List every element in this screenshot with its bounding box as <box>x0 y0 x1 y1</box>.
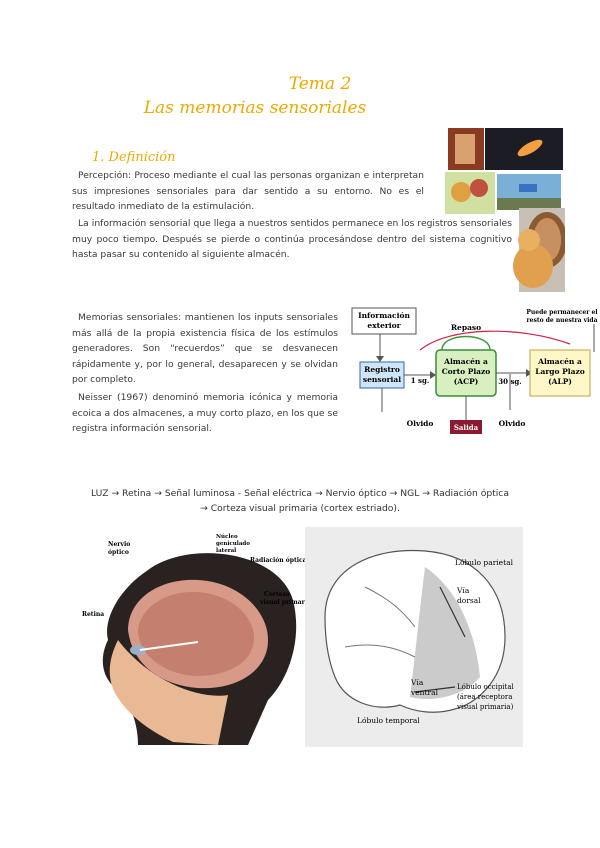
head-illustration <box>78 530 308 745</box>
svg-text:visual primari: visual primari <box>260 599 308 606</box>
svg-text:Registro: Registro <box>364 365 400 374</box>
svg-text:Vía: Vía <box>411 678 424 687</box>
svg-text:resto de nuestra vida: resto de nuestra vida <box>526 317 598 324</box>
svg-text:Retina: Retina <box>82 611 105 618</box>
svg-text:óptico: óptico <box>108 549 129 556</box>
svg-text:visual primaria): visual primaria) <box>457 703 514 711</box>
svg-text:(ACP): (ACP) <box>453 377 479 386</box>
svg-text:Información: Información <box>358 311 410 320</box>
repaso-loop <box>442 337 490 351</box>
photo-collage <box>445 128 565 293</box>
svg-text:Lóbulo temporal: Lóbulo temporal <box>357 716 420 725</box>
svg-text:(área receptora: (área receptora <box>457 693 513 701</box>
svg-text:exterior: exterior <box>367 321 401 330</box>
pathway-line-1: LUZ → Retina → Señal luminosa - Señal eléctrica → Nervio óptico → NGL → Radiación óptica <box>91 488 509 499</box>
section-heading: 1. Definición <box>92 150 176 165</box>
svg-text:Lóbulo parietal: Lóbulo parietal <box>455 558 514 567</box>
svg-text:ventral: ventral <box>411 688 438 697</box>
svg-text:Núcleo: Núcleo <box>216 534 238 540</box>
svg-text:Corto Plazo: Corto Plazo <box>441 367 491 376</box>
svg-text:geniculado: geniculado <box>216 541 250 547</box>
svg-text:(ALP): (ALP) <box>548 377 572 386</box>
paragraph-neisser: Neisser (1967) denominó memoria icónica y memoria ecoica a dos almacenes, a muy corto plazo, en los que se registra información sensorial. <box>72 392 338 434</box>
title-line-2: Las memorias sensoriales <box>143 98 367 118</box>
svg-text:Corteza: Corteza <box>264 591 290 598</box>
svg-text:Nervio: Nervio <box>108 541 131 548</box>
visual-pathway-text <box>60 486 540 516</box>
svg-text:Salida: Salida <box>453 423 479 432</box>
title-line-1: Tema 2 <box>288 74 352 94</box>
svg-text:lateral: lateral <box>216 548 237 554</box>
svg-text:Almacén a: Almacén a <box>538 357 582 366</box>
svg-text:sensorial: sensorial <box>362 375 402 384</box>
paragraph-percepcion: Percepción: Proceso mediante el cual las personas organizan e interpretan sus impresiones sensoriales para dar sentido a su entorno. No es el resultado inmediato de la estimulación. <box>72 170 424 212</box>
paragraph-memorias: Memorias sensoriales: mantienen los inputs sensoriales más allá de la propia existencia física de los estímulos generadores. Son “recuerdos” que se desvanecen rápidamente y, por lo general, desaparecen y se olvidan por completo. <box>72 312 338 385</box>
svg-text:30 sg.: 30 sg. <box>498 377 522 386</box>
svg-text:Almacén a: Almacén a <box>444 357 488 366</box>
memory-model-diagram <box>350 304 600 440</box>
pathway-line-2: → Corteza visual primaria (cortex estriado). <box>200 503 400 514</box>
svg-text:Vía: Vía <box>457 586 470 595</box>
svg-text:Puede permanecer el: Puede permanecer el <box>526 309 598 316</box>
svg-text:Olvido: Olvido <box>498 419 526 428</box>
svg-text:Olvido: Olvido <box>406 419 434 428</box>
svg-text:1 sg.: 1 sg. <box>410 376 430 385</box>
brain-pathways-drawing <box>305 527 523 747</box>
svg-text:Lóbulo occipital: Lóbulo occipital <box>457 683 514 691</box>
svg-text:dorsal: dorsal <box>457 596 481 605</box>
svg-text:Repaso: Repaso <box>450 323 482 332</box>
svg-text:Radiación óptica: Radiación óptica <box>250 557 307 564</box>
paragraph-informacion: La información sensorial que llega a nuestros sentidos permanece en los registros sensoriales muy poco tiempo. Después se pierde o continúa procesándose dentro del sistema cognitivo hasta pasar su contenido al siguiente almacén. <box>72 218 512 260</box>
svg-text:Largo Plazo: Largo Plazo <box>535 367 585 376</box>
